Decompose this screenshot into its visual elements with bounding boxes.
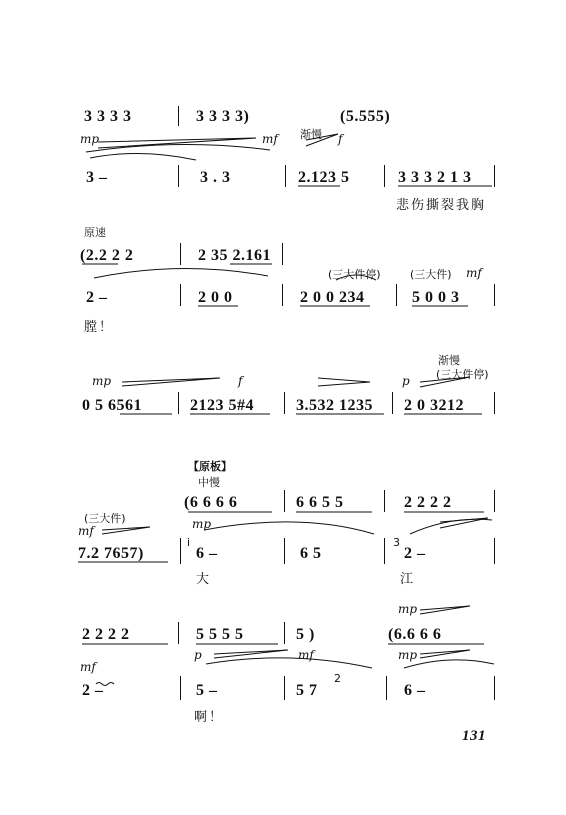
slur [90, 153, 196, 160]
dynamic-mark: mf [466, 266, 482, 280]
notes-bottom: 2 0 0 234 [300, 289, 365, 306]
slur [206, 658, 372, 668]
notes-bottom: 5 0 0 3 [412, 289, 460, 306]
notes-bottom: 2.123 5 [298, 169, 350, 186]
section-marking: 【原板】 [188, 460, 232, 473]
notes-bottom: 6 5 [300, 545, 322, 562]
crescendo-hairpin [214, 650, 288, 658]
notes-bottom: 5 7 [296, 682, 318, 699]
crescendo-hairpin [420, 650, 470, 658]
notes-bottom: 3 . 3 [200, 169, 231, 186]
notes: 0 5 6561 [82, 397, 142, 414]
slur [404, 660, 494, 668]
decrescendo-hairpin [318, 378, 370, 386]
notes-top: (5.555) [340, 108, 391, 125]
crescendo-hairpin [306, 134, 338, 146]
tempo-marking: 渐慢 [438, 354, 460, 367]
dynamic-mark: mf [80, 660, 96, 674]
notes: 2123 5#4 [190, 397, 254, 414]
dynamic-mark: mp [192, 517, 212, 531]
notes-bottom: 6 – [404, 682, 426, 699]
lyric: 啊！ [194, 710, 225, 725]
notes-bottom: 2 0 0 [198, 289, 233, 306]
dynamic-mark: mp [92, 374, 112, 388]
dynamic-mark: mp [398, 648, 418, 662]
grace-note: 2 [334, 672, 341, 685]
notes-bottom: 2 – [86, 289, 108, 306]
dynamic-mark: f [238, 374, 243, 388]
instrument-note: (三大件) [84, 512, 126, 525]
notes-top: 2 2 2 2 [82, 626, 130, 643]
slur [204, 522, 374, 534]
slur [336, 275, 376, 280]
grace-note: i [187, 536, 191, 549]
notes-bottom: 6 – [196, 545, 218, 562]
notes: 2 0 3212 [404, 397, 464, 414]
lyric: 悲伤撕裂我胸 [396, 198, 487, 213]
tempo-marking: 中慢 [198, 476, 220, 489]
notes-top: 2 2 2 2 [404, 494, 452, 511]
instrument-note: (三大件) [410, 268, 452, 281]
dynamic-mark: mp [80, 132, 100, 146]
slur [86, 144, 270, 152]
notes-top: 6 6 5 5 [296, 494, 344, 511]
instrument-stop-note: (三大件停) [436, 368, 489, 381]
notes-top: (6 6 6 6 [184, 494, 238, 511]
decrescendo-hairpin [102, 527, 150, 534]
notes-top: 3 3 3 3) [196, 108, 250, 125]
crescendo-hairpin [420, 606, 470, 614]
tempo-marking: 渐慢 [300, 128, 322, 141]
dynamic-mark: mf [262, 132, 278, 146]
notes-bottom: 2 – [82, 682, 104, 699]
notes-top: 5 ) [296, 626, 315, 643]
slur [94, 268, 268, 278]
page-number: 131 [462, 728, 486, 744]
dynamic-mark: f [338, 132, 343, 146]
notes-bottom: 3 3 3 2 1 3 [398, 169, 472, 186]
notes-top: 2 35 2.161 [198, 247, 271, 264]
dynamic-mark: mf [298, 648, 314, 662]
lyric: 膛！ [84, 320, 115, 335]
instrument-stop-note: (三大件停) [328, 268, 381, 281]
dynamic-mark: mf [78, 524, 94, 538]
dynamic-mark: mp [398, 602, 418, 616]
dynamic-mark: p [194, 648, 202, 662]
dynamic-mark: p [402, 374, 410, 388]
crescendo-hairpin [122, 378, 220, 386]
notes-top: 5 5 5 5 [196, 626, 244, 643]
lyric: 大 [196, 572, 212, 587]
lyric: 江 [400, 572, 416, 587]
notes-top: (6.6 6 6 [388, 626, 442, 643]
trill-mark [96, 683, 114, 686]
notes-bottom: 5 – [196, 682, 218, 699]
notes-bottom: 2 – [404, 545, 426, 562]
notes: 3.532 1235 [296, 397, 373, 414]
crescendo-hairpin [440, 518, 488, 528]
notes-top: (2.2 2 2 [80, 247, 134, 264]
tempo-marking: 原速 [84, 226, 106, 239]
grace-note: 3 [393, 536, 400, 549]
notes-bottom: 3 – [86, 169, 108, 186]
crescendo-hairpin [420, 377, 470, 387]
notes-top: 3 3 3 3 [84, 108, 132, 125]
notes-bottom: 7.2 7657) [78, 545, 144, 562]
